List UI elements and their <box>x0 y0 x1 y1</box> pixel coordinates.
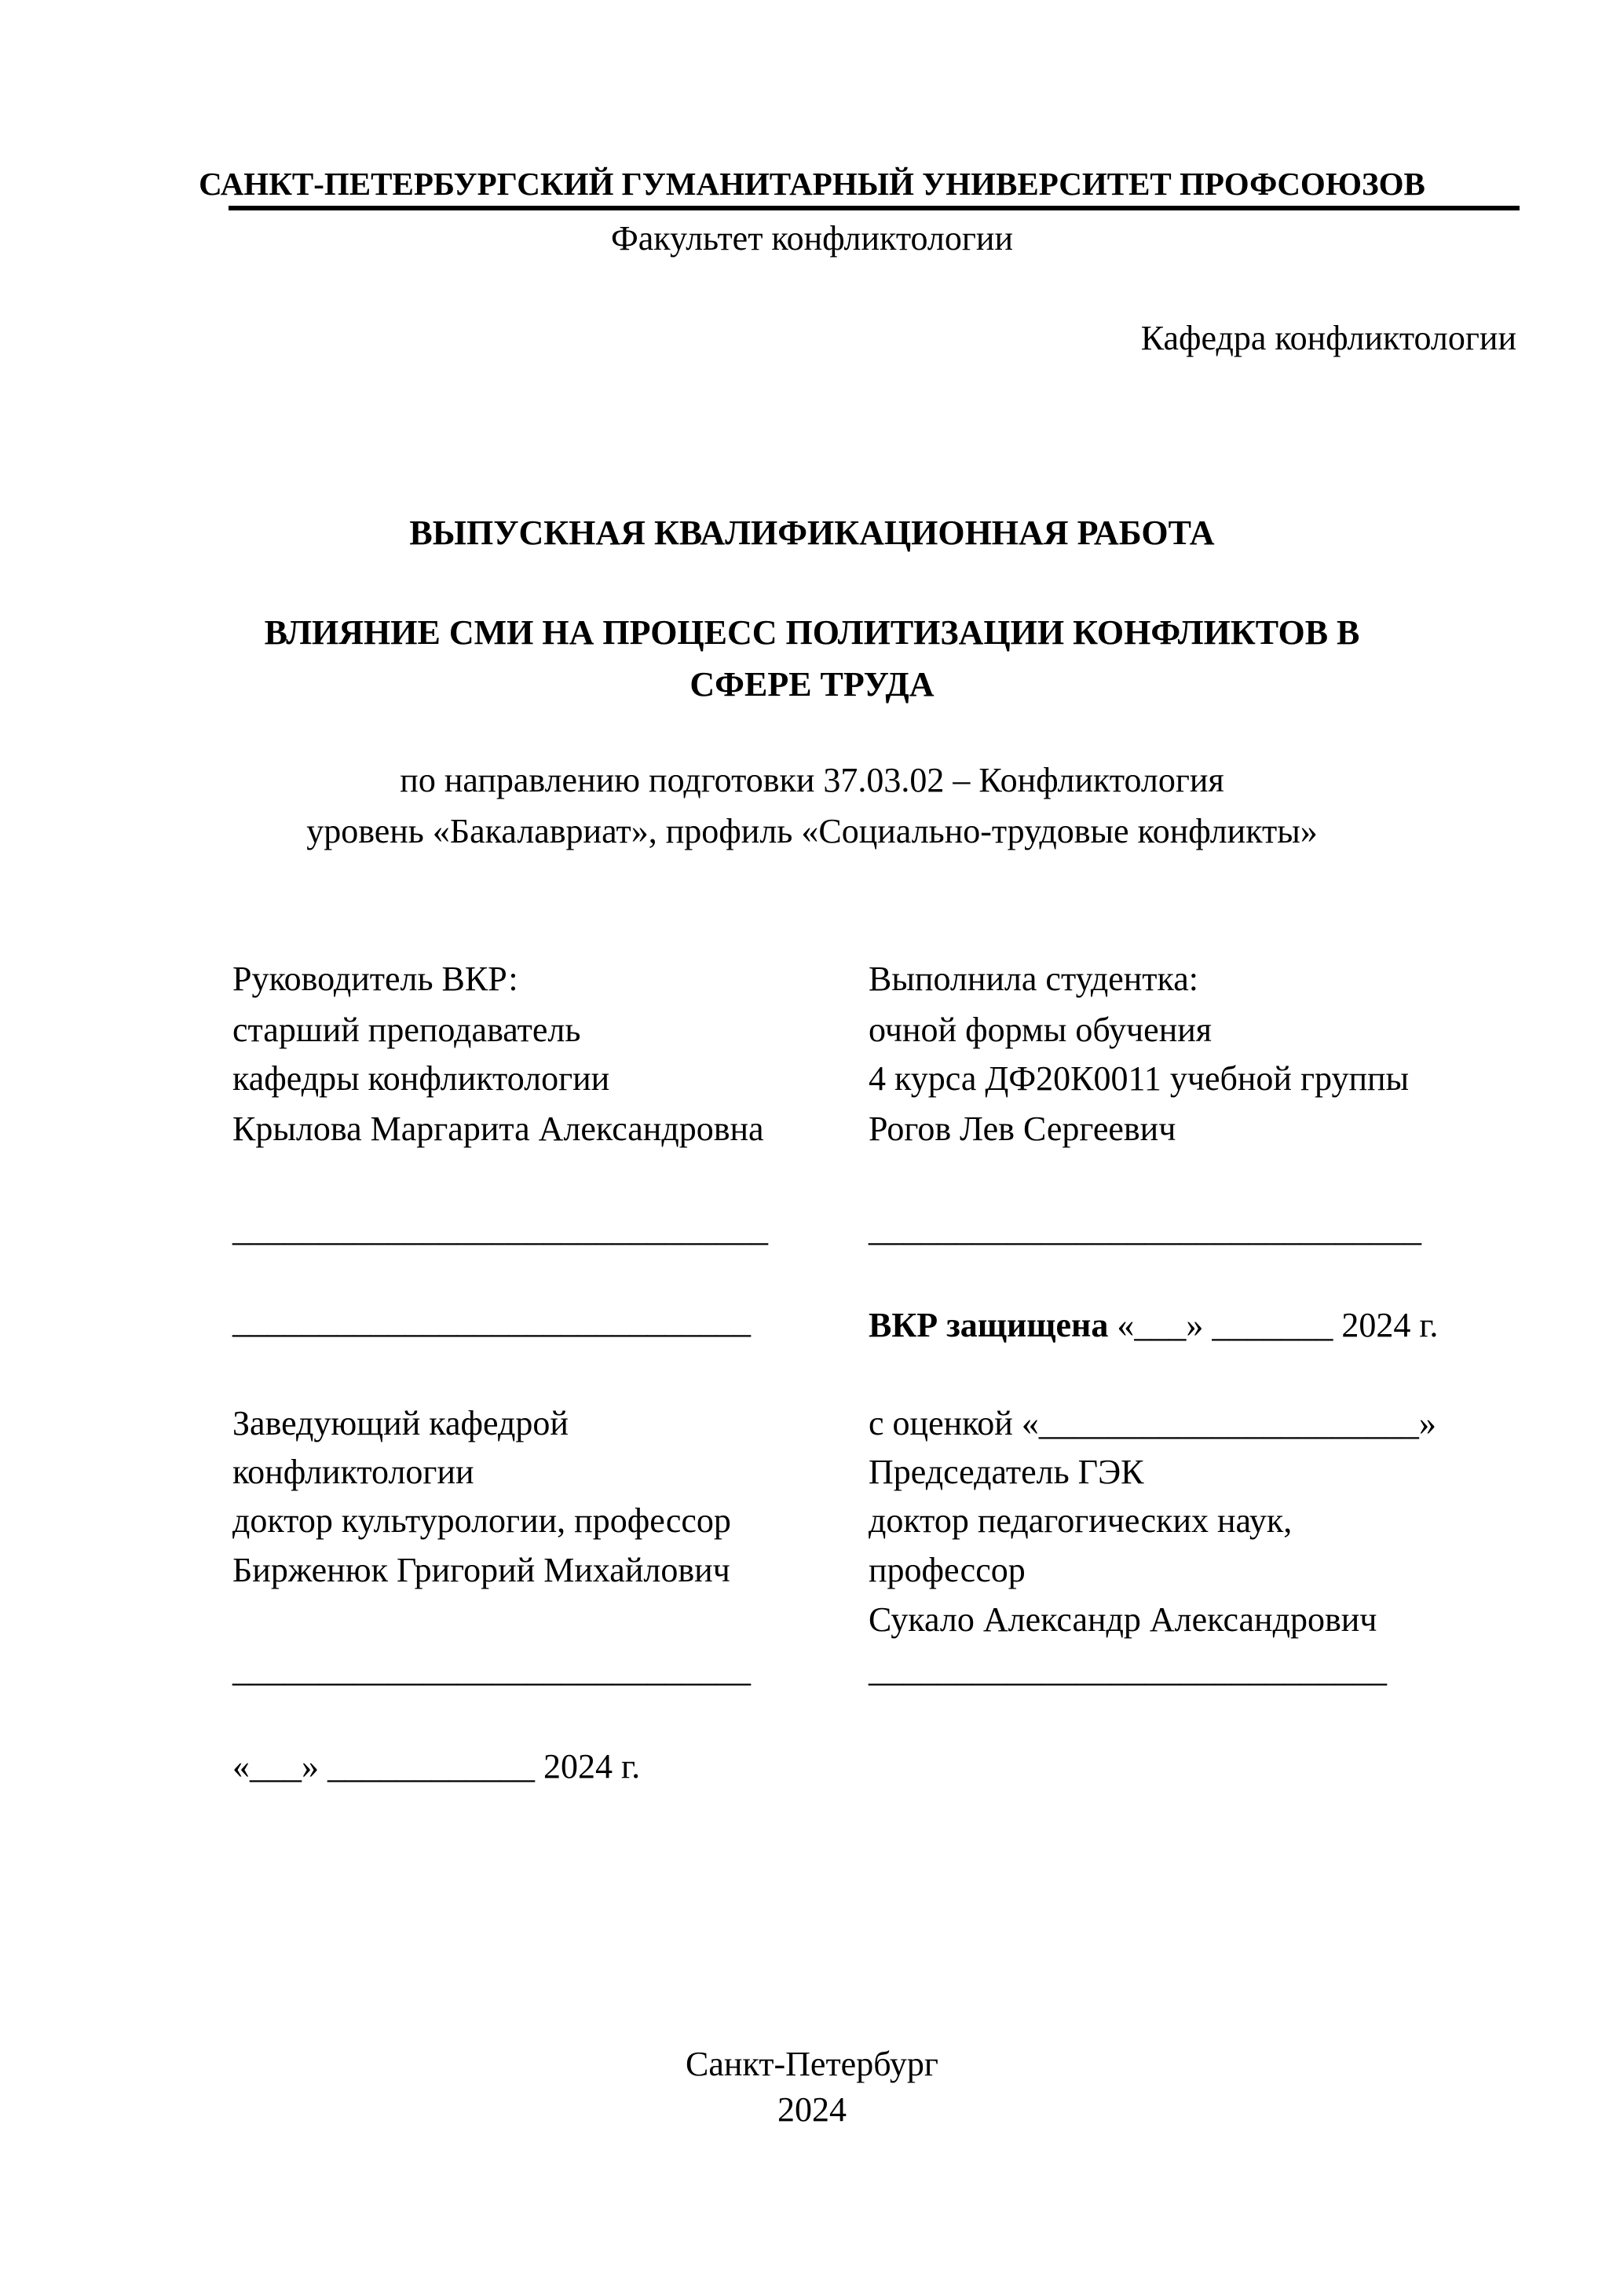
student-group: 4 курса ДФ20К0011 учебной группы <box>869 1059 1410 1098</box>
work-type: ВЫПУСКНАЯ КВАЛИФИКАЦИОННАЯ РАБОТА <box>409 514 1215 552</box>
defended-date: «___» _______ 2024 г. <box>1108 1306 1439 1344</box>
faculty-name: Факультет конфликтологии <box>610 219 1013 258</box>
chair-name: Сукало Александр Александрович <box>869 1600 1377 1639</box>
supervisor-signature-line: _______________________________ <box>232 1210 768 1249</box>
topic-line-1: ВЛИЯНИЕ СМИ НА ПРОЦЕСС ПОЛИТИЗАЦИИ КОНФЛИКТОВ В <box>264 613 1360 652</box>
student-label: Выполнила студентка: <box>869 960 1198 998</box>
year: 2024 <box>777 2090 847 2129</box>
head-label: Заведующий кафедрой <box>232 1404 569 1442</box>
chair-degree: доктор педагогических наук, <box>869 1501 1293 1540</box>
direction: по направлению подготовки 37.03.02 – Конфликтология <box>400 761 1224 799</box>
head-department: конфликтологии <box>232 1453 474 1491</box>
department-name: Кафедра конфликтологии <box>1140 319 1516 357</box>
head-name: Бирженюк Григорий Михайлович <box>232 1551 730 1589</box>
head-signature-line: ______________________________ <box>232 1651 751 1689</box>
supervisor-label: Руководитель ВКР: <box>232 960 518 998</box>
signature-line: ______________________________ <box>232 1302 751 1340</box>
head-degree: доктор культурологии, профессор <box>232 1501 731 1540</box>
supervisor-department: кафедры конфликтологии <box>232 1059 610 1098</box>
level-profile: уровень «Бакалавриат», профиль «Социально-трудовые конфликты» <box>306 812 1318 850</box>
student-name: Рогов Лев Сергеевич <box>869 1110 1176 1148</box>
chair-title: профессор <box>869 1551 1026 1589</box>
head-date: «___» ____________ 2024 г. <box>232 1747 641 1786</box>
supervisor-name: Крылова Маргарита Александровна <box>232 1110 764 1148</box>
header-divider <box>229 206 1520 210</box>
supervisor-position: старший преподаватель <box>232 1011 581 1049</box>
chair-signature-line: ______________________________ <box>869 1651 1387 1689</box>
student-signature-line: ________________________________ <box>869 1210 1421 1249</box>
chair-label: Председатель ГЭК <box>869 1453 1144 1491</box>
study-form: очной формы обучения <box>869 1011 1213 1049</box>
city: Санкт-Петербург <box>686 2045 938 2083</box>
defended-label: ВКР защищена <box>869 1306 1109 1344</box>
grade-line: с оценкой «______________________» <box>869 1404 1436 1442</box>
topic-line-2: СФЕРЕ ТРУДА <box>689 665 935 704</box>
university-name: САНКТ-ПЕТЕРБУРГСКИЙ ГУМАНИТАРНЫЙ УНИВЕРСИТЕТ ПРОФСОЮЗОВ <box>199 166 1425 202</box>
defense-date <box>869 1305 1438 1346</box>
